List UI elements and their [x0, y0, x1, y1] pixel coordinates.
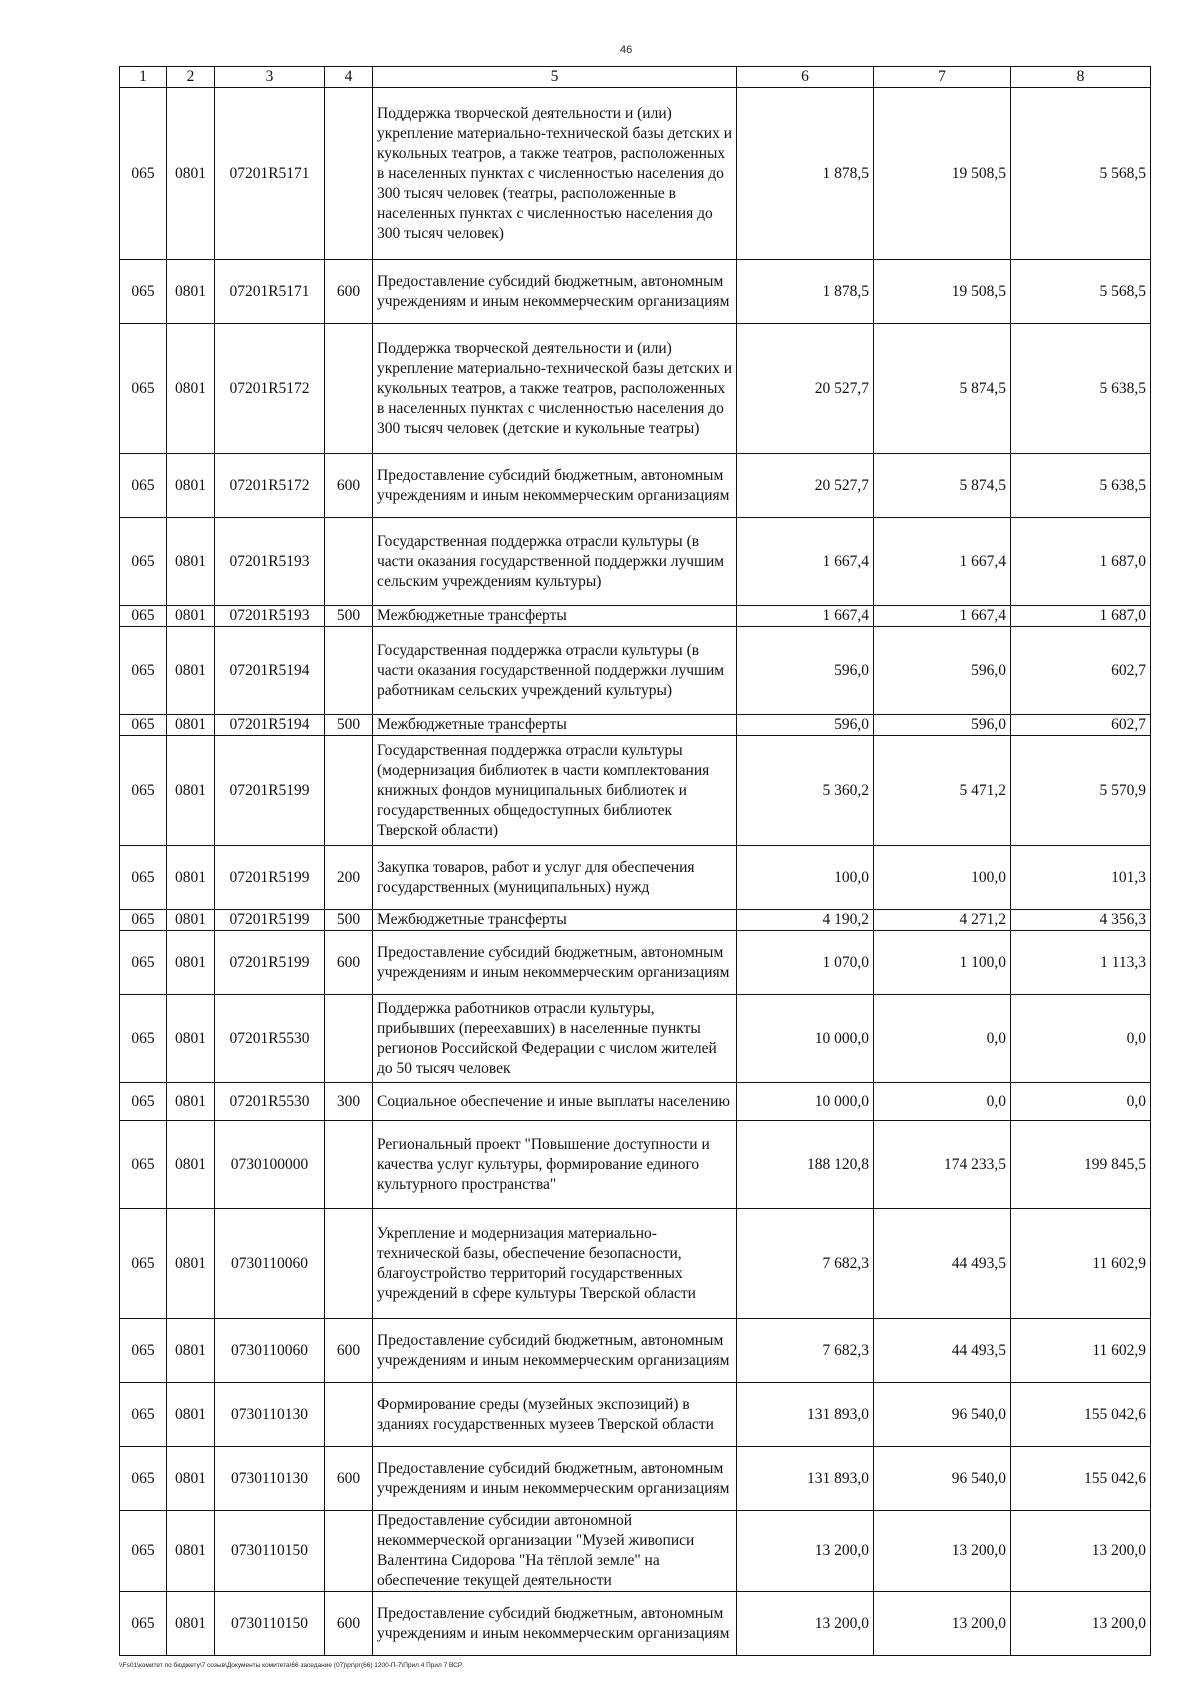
cell-ministry-code: 065 — [120, 1083, 167, 1121]
cell-amount-year3: 602,7 — [1011, 627, 1151, 715]
cell-amount-year1: 7 682,3 — [737, 1209, 874, 1319]
cell-target-code: 07201R5530 — [215, 1083, 325, 1121]
cell-description: Поддержка творческой деятельности и (или) укрепление материально-технической базы детских и кукольных театров, а также театров, расположенных в населенных пунктах с численностью населения до 300 тысяч человек (детские и кукольные театры) — [373, 324, 737, 454]
cell-section-code: 0801 — [167, 1592, 215, 1656]
header-cell-7: 7 — [874, 67, 1011, 88]
cell-ministry-code: 065 — [120, 606, 167, 627]
cell-ministry-code: 065 — [120, 260, 167, 324]
table-row — [120, 1511, 1151, 1592]
cell-amount-year2: 100,0 — [874, 846, 1011, 910]
cell-description: Социальное обеспечение и иные выплаты населению — [373, 1083, 737, 1121]
cell-expense-type: 600 — [325, 454, 373, 518]
cell-target-code: 0730110150 — [215, 1511, 325, 1592]
cell-ministry-code: 065 — [120, 1447, 167, 1511]
cell-ministry-code: 065 — [120, 846, 167, 910]
cell-amount-year3: 1 687,0 — [1011, 606, 1151, 627]
cell-target-code: 07201R5530 — [215, 995, 325, 1083]
table-row — [120, 715, 1151, 736]
cell-amount-year1: 188 120,8 — [737, 1121, 874, 1209]
cell-amount-year3: 5 568,5 — [1011, 260, 1151, 324]
cell-amount-year2: 174 233,5 — [874, 1121, 1011, 1209]
cell-ministry-code: 065 — [120, 324, 167, 454]
cell-expense-type: 600 — [325, 1447, 373, 1511]
cell-amount-year2: 1 667,4 — [874, 606, 1011, 627]
cell-description: Предоставление субсидий бюджетным, автономным учреждениям и иным некоммерческим организациям — [373, 931, 737, 995]
table-row — [120, 1121, 1151, 1209]
cell-expense-type: 500 — [325, 910, 373, 931]
cell-target-code: 07201R5194 — [215, 715, 325, 736]
cell-section-code: 0801 — [167, 931, 215, 995]
cell-amount-year1: 1 667,4 — [737, 606, 874, 627]
cell-description: Государственная поддержка отрасли культуры (модернизация библиотек в части комплектования книжных фондов муниципальных библиотек и государственных общедоступных библиотек Тверской области) — [373, 736, 737, 846]
cell-amount-year3: 0,0 — [1011, 1083, 1151, 1121]
cell-expense-type: 600 — [325, 1319, 373, 1383]
cell-amount-year2: 19 508,5 — [874, 260, 1011, 324]
cell-description: Поддержка творческой деятельности и (или) укрепление материально-технической базы детских и кукольных театров, а также театров, расположенных в населенных пунктах с численностью населения до 300 тысяч человек (театры, расположенные в населенных пунктах с численностью населения до 300 тысяч человек) — [373, 88, 737, 260]
cell-expense-type: 600 — [325, 260, 373, 324]
cell-amount-year3: 199 845,5 — [1011, 1121, 1151, 1209]
cell-expense-type — [325, 1209, 373, 1319]
cell-section-code: 0801 — [167, 454, 215, 518]
cell-section-code: 0801 — [167, 606, 215, 627]
table-row — [120, 260, 1151, 324]
cell-amount-year1: 5 360,2 — [737, 736, 874, 846]
cell-expense-type — [325, 1121, 373, 1209]
cell-description: Предоставление субсидий бюджетным, автономным учреждениям и иным некоммерческим организациям — [373, 1447, 737, 1511]
cell-amount-year1: 1 070,0 — [737, 931, 874, 995]
cell-amount-year2: 1 100,0 — [874, 931, 1011, 995]
cell-section-code: 0801 — [167, 1319, 215, 1383]
cell-section-code: 0801 — [167, 846, 215, 910]
cell-section-code: 0801 — [167, 627, 215, 715]
cell-description: Государственная поддержка отрасли культуры (в части оказания государственной поддержки лучшим работникам сельских учреждений культуры) — [373, 627, 737, 715]
cell-ministry-code: 065 — [120, 627, 167, 715]
cell-amount-year2: 96 540,0 — [874, 1447, 1011, 1511]
cell-description: Предоставление субсидий бюджетным, автономным учреждениям и иным некоммерческим организациям — [373, 1319, 737, 1383]
cell-amount-year3: 5 638,5 — [1011, 324, 1151, 454]
cell-amount-year2: 4 271,2 — [874, 910, 1011, 931]
table-row — [120, 88, 1151, 260]
footer-file-path: \\Fs01\комитет по бюджету\7 созыв\Документы комитета\66 заседание (07)\рг\рг(66) 1200-П-7\Прил 4 Прил 7 ВСР — [119, 1662, 463, 1669]
cell-expense-type — [325, 995, 373, 1083]
cell-description: Предоставление субсидий бюджетным, автономным учреждениям и иным некоммерческим организациям — [373, 260, 737, 324]
table-row — [120, 910, 1151, 931]
cell-amount-year1: 596,0 — [737, 715, 874, 736]
cell-section-code: 0801 — [167, 910, 215, 931]
cell-amount-year1: 596,0 — [737, 627, 874, 715]
cell-amount-year1: 1 878,5 — [737, 88, 874, 260]
cell-target-code: 0730100000 — [215, 1121, 325, 1209]
cell-section-code: 0801 — [167, 1209, 215, 1319]
cell-amount-year1: 10 000,0 — [737, 1083, 874, 1121]
cell-ministry-code: 065 — [120, 454, 167, 518]
cell-description: Предоставление субсидий бюджетным, автономным учреждениям и иным некоммерческим организациям — [373, 454, 737, 518]
cell-amount-year1: 131 893,0 — [737, 1383, 874, 1447]
cell-ministry-code: 065 — [120, 910, 167, 931]
cell-ministry-code: 065 — [120, 1592, 167, 1656]
cell-expense-type — [325, 518, 373, 606]
cell-section-code: 0801 — [167, 1121, 215, 1209]
cell-section-code: 0801 — [167, 715, 215, 736]
cell-ministry-code: 065 — [120, 931, 167, 995]
table-row — [120, 454, 1151, 518]
cell-amount-year2: 96 540,0 — [874, 1383, 1011, 1447]
cell-expense-type — [325, 324, 373, 454]
cell-ministry-code: 065 — [120, 1511, 167, 1592]
cell-expense-type — [325, 1383, 373, 1447]
cell-amount-year1: 10 000,0 — [737, 995, 874, 1083]
cell-amount-year3: 5 568,5 — [1011, 88, 1151, 260]
cell-amount-year2: 19 508,5 — [874, 88, 1011, 260]
table-row — [120, 1083, 1151, 1121]
cell-amount-year3: 11 602,9 — [1011, 1319, 1151, 1383]
cell-section-code: 0801 — [167, 995, 215, 1083]
header-cell-1: 1 — [120, 67, 167, 88]
cell-amount-year3: 101,3 — [1011, 846, 1151, 910]
table-row — [120, 1383, 1151, 1447]
cell-amount-year3: 13 200,0 — [1011, 1511, 1151, 1592]
cell-expense-type — [325, 627, 373, 715]
cell-description: Региональный проект "Повышение доступности и качества услуг культуры, формирование единого культурного пространства" — [373, 1121, 737, 1209]
cell-expense-type: 500 — [325, 606, 373, 627]
cell-amount-year2: 5 874,5 — [874, 454, 1011, 518]
cell-amount-year3: 602,7 — [1011, 715, 1151, 736]
cell-amount-year3: 1 687,0 — [1011, 518, 1151, 606]
cell-section-code: 0801 — [167, 324, 215, 454]
cell-amount-year1: 131 893,0 — [737, 1447, 874, 1511]
cell-amount-year1: 1 878,5 — [737, 260, 874, 324]
cell-target-code: 07201R5193 — [215, 518, 325, 606]
table-row — [120, 606, 1151, 627]
cell-amount-year3: 1 113,3 — [1011, 931, 1151, 995]
table-row — [120, 995, 1151, 1083]
cell-target-code: 07201R5199 — [215, 736, 325, 846]
cell-section-code: 0801 — [167, 736, 215, 846]
page-number: 46 — [620, 44, 633, 56]
cell-amount-year2: 44 493,5 — [874, 1319, 1011, 1383]
cell-expense-type: 600 — [325, 1592, 373, 1656]
cell-section-code: 0801 — [167, 260, 215, 324]
cell-ministry-code: 065 — [120, 518, 167, 606]
cell-target-code: 07201R5193 — [215, 606, 325, 627]
cell-description: Предоставление субсидий бюджетным, автономным учреждениям и иным некоммерческим организациям — [373, 1592, 737, 1656]
cell-amount-year2: 0,0 — [874, 1083, 1011, 1121]
cell-section-code: 0801 — [167, 1447, 215, 1511]
cell-amount-year3: 155 042,6 — [1011, 1383, 1151, 1447]
cell-description: Межбюджетные трансферты — [373, 606, 737, 627]
header-cell-3: 3 — [215, 67, 325, 88]
cell-description: Поддержка работников отрасли культуры, прибывших (переехавших) в населенные пункты регионов Российской Федерации с числом жителей до 50 тысяч человек — [373, 995, 737, 1083]
table-row — [120, 846, 1151, 910]
cell-amount-year1: 13 200,0 — [737, 1511, 874, 1592]
cell-target-code: 07201R5194 — [215, 627, 325, 715]
cell-ministry-code: 065 — [120, 736, 167, 846]
cell-target-code: 07201R5199 — [215, 931, 325, 995]
cell-amount-year2: 5 471,2 — [874, 736, 1011, 846]
cell-amount-year1: 1 667,4 — [737, 518, 874, 606]
header-cell-4: 4 — [325, 67, 373, 88]
cell-amount-year1: 20 527,7 — [737, 454, 874, 518]
header-cell-6: 6 — [737, 67, 874, 88]
cell-description: Укрепление и модернизация материально-технической базы, обеспечение безопасности, благоустройство территорий государственных учреждений в сфере культуры Тверской области — [373, 1209, 737, 1319]
cell-ministry-code: 065 — [120, 995, 167, 1083]
cell-target-code: 07201R5171 — [215, 88, 325, 260]
cell-section-code: 0801 — [167, 88, 215, 260]
cell-amount-year3: 5 570,9 — [1011, 736, 1151, 846]
cell-amount-year2: 13 200,0 — [874, 1592, 1011, 1656]
cell-section-code: 0801 — [167, 518, 215, 606]
cell-amount-year3: 11 602,9 — [1011, 1209, 1151, 1319]
cell-amount-year2: 0,0 — [874, 995, 1011, 1083]
cell-amount-year3: 5 638,5 — [1011, 454, 1151, 518]
table-row — [120, 518, 1151, 606]
cell-section-code: 0801 — [167, 1511, 215, 1592]
cell-amount-year2: 13 200,0 — [874, 1511, 1011, 1592]
cell-expense-type: 300 — [325, 1083, 373, 1121]
cell-amount-year2: 596,0 — [874, 715, 1011, 736]
cell-description: Формирование среды (музейных экспозиций) в зданиях государственных музеев Тверской области — [373, 1383, 737, 1447]
header-cell-5: 5 — [373, 67, 737, 88]
cell-amount-year1: 100,0 — [737, 846, 874, 910]
header-cell-8: 8 — [1011, 67, 1151, 88]
cell-amount-year2: 44 493,5 — [874, 1209, 1011, 1319]
header-cell-2: 2 — [167, 67, 215, 88]
cell-expense-type: 200 — [325, 846, 373, 910]
budget-table — [119, 66, 1151, 1656]
table-header-row — [120, 67, 1151, 88]
cell-expense-type: 600 — [325, 931, 373, 995]
cell-amount-year1: 4 190,2 — [737, 910, 874, 931]
cell-target-code: 0730110130 — [215, 1383, 325, 1447]
table-row — [120, 1592, 1151, 1656]
table-row — [120, 736, 1151, 846]
cell-ministry-code: 065 — [120, 715, 167, 736]
cell-amount-year1: 7 682,3 — [737, 1319, 874, 1383]
cell-ministry-code: 065 — [120, 88, 167, 260]
table-row — [120, 627, 1151, 715]
cell-amount-year1: 20 527,7 — [737, 324, 874, 454]
cell-ministry-code: 065 — [120, 1383, 167, 1447]
cell-target-code: 07201R5199 — [215, 846, 325, 910]
cell-target-code: 0730110060 — [215, 1319, 325, 1383]
cell-amount-year1: 13 200,0 — [737, 1592, 874, 1656]
cell-amount-year3: 0,0 — [1011, 995, 1151, 1083]
cell-target-code: 07201R5171 — [215, 260, 325, 324]
cell-expense-type — [325, 88, 373, 260]
cell-description: Межбюджетные трансферты — [373, 715, 737, 736]
cell-target-code: 07201R5199 — [215, 910, 325, 931]
cell-target-code: 0730110060 — [215, 1209, 325, 1319]
cell-amount-year2: 596,0 — [874, 627, 1011, 715]
cell-description: Закупка товаров, работ и услуг для обеспечения государственных (муниципальных) нужд — [373, 846, 737, 910]
table-row — [120, 1447, 1151, 1511]
table-row — [120, 931, 1151, 995]
cell-amount-year3: 4 356,3 — [1011, 910, 1151, 931]
cell-expense-type: 500 — [325, 715, 373, 736]
cell-target-code: 0730110130 — [215, 1447, 325, 1511]
cell-expense-type — [325, 1511, 373, 1592]
cell-amount-year2: 1 667,4 — [874, 518, 1011, 606]
cell-target-code: 07201R5172 — [215, 324, 325, 454]
cell-ministry-code: 065 — [120, 1319, 167, 1383]
table-row — [120, 1319, 1151, 1383]
cell-section-code: 0801 — [167, 1383, 215, 1447]
cell-target-code: 0730110150 — [215, 1592, 325, 1656]
cell-target-code: 07201R5172 — [215, 454, 325, 518]
table-row — [120, 324, 1151, 454]
cell-amount-year3: 13 200,0 — [1011, 1592, 1151, 1656]
cell-description: Государственная поддержка отрасли культуры (в части оказания государственной поддержки лучшим сельским учреждениям культуры) — [373, 518, 737, 606]
cell-description: Межбюджетные трансферты — [373, 910, 737, 931]
cell-ministry-code: 065 — [120, 1121, 167, 1209]
cell-expense-type — [325, 736, 373, 846]
cell-amount-year3: 155 042,6 — [1011, 1447, 1151, 1511]
table-row — [120, 1209, 1151, 1319]
cell-section-code: 0801 — [167, 1083, 215, 1121]
cell-description: Предоставление субсидии автономной некоммерческой организации "Музей живописи Валентина Сидорова "На тёплой земле" на обеспечение текущей деятельности — [373, 1511, 737, 1592]
cell-ministry-code: 065 — [120, 1209, 167, 1319]
cell-amount-year2: 5 874,5 — [874, 324, 1011, 454]
